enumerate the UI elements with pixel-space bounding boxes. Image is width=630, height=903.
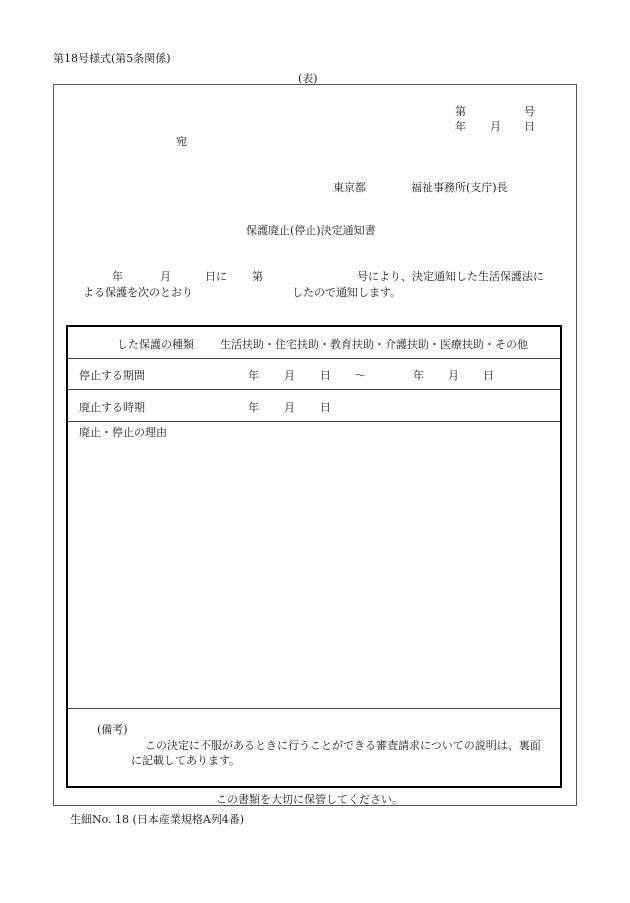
bottom-code: 生細No. 18 (日本産業規格A列4番) (70, 813, 245, 826)
header-tsuki: 月 (490, 120, 501, 133)
document-title: 保護廃止(停止)決定通知書 (246, 224, 376, 237)
form-number: 第18号様式(第5条関係) (53, 52, 171, 65)
table-divider (68, 389, 560, 390)
row2-hi: 日 (320, 369, 331, 382)
remarks-line2: に記載してあります。 (131, 754, 241, 767)
issuer-prefecture: 東京都 (333, 181, 366, 194)
remarks-label: (備考) (97, 723, 128, 736)
body-line1-tail: 号により、決定通知した生活保護法に (357, 270, 544, 283)
row2-nen: 年 (248, 369, 259, 382)
table-divider (68, 708, 560, 709)
addressee-suffix: 宛 (176, 135, 187, 148)
header-hi: 日 (524, 120, 535, 133)
body-tsuki: 月 (160, 270, 171, 283)
row2-nen2: 年 (413, 369, 424, 382)
body-line2-head: よる保護を次のとおり (83, 286, 193, 299)
table-divider (68, 421, 560, 422)
row-protection-type-label: した保護の種類 (117, 338, 194, 351)
row3-nen: 年 (248, 401, 259, 414)
row3-tsuki: 月 (284, 401, 295, 414)
row-suspension-period-label: 停止する期間 (79, 369, 145, 382)
header-dai: 第 (455, 105, 466, 118)
row2-hi2: 日 (483, 369, 494, 382)
row-protection-type-value: 生活扶助・住宅扶助・教育扶助・介護扶助・医療扶助・その他 (220, 338, 528, 351)
row2-tsuki: 月 (284, 369, 295, 382)
body-hi-ni: 日に (205, 270, 227, 283)
row-reason-label: 廃止・停止の理由 (79, 426, 167, 439)
remarks-line1: この決定に不服があるときに行うことができる審査請求についての説明は、裏面 (145, 739, 541, 752)
issuer-office: 福祉事務所(支庁)長 (411, 181, 508, 194)
row2-tilde: 〜 (355, 369, 366, 382)
header-nen: 年 (455, 120, 466, 133)
row-abolition-time-label: 廃止する時期 (79, 401, 145, 414)
header-go: 号 (524, 105, 535, 118)
body-line2-tail: したので通知します。 (292, 286, 402, 299)
row2-tsuki2: 月 (448, 369, 459, 382)
table-divider (68, 358, 560, 359)
footer-note: この書類を大切に保管してください。 (216, 793, 403, 806)
detail-table (66, 325, 562, 788)
body-nen: 年 (112, 270, 123, 283)
row3-hi: 日 (320, 401, 331, 414)
body-dai: 第 (252, 270, 263, 283)
side-label: (表) (298, 72, 318, 85)
